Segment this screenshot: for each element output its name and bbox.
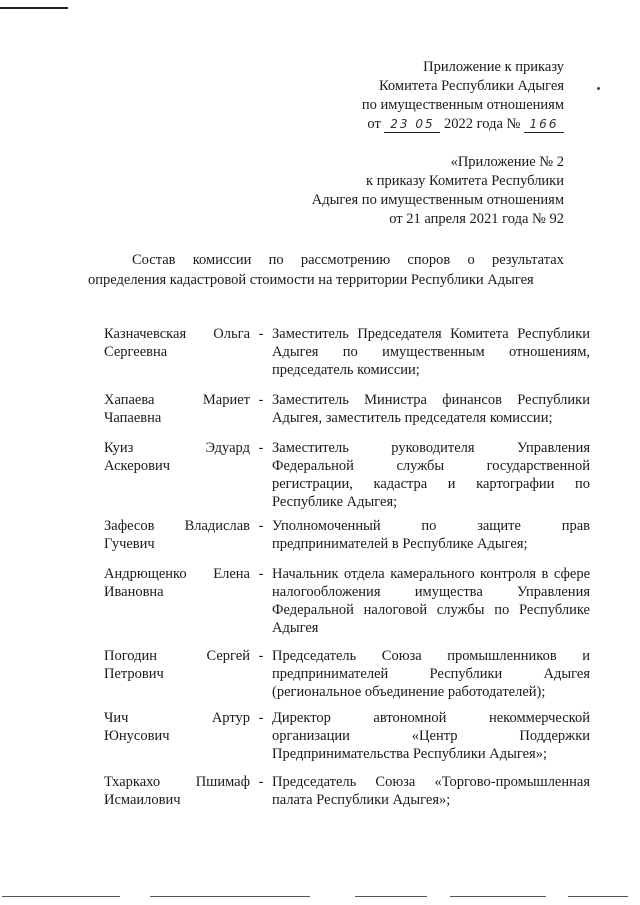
member-row xyxy=(104,773,590,809)
member-name xyxy=(104,709,250,763)
member-name xyxy=(104,647,250,701)
member-given-name: Елена xyxy=(213,566,250,582)
title-line-1 xyxy=(88,250,564,270)
header2-line: Адыгея по имущественным отношениям xyxy=(311,192,564,208)
member-dash: - xyxy=(258,440,264,456)
member-patronymic: Чапаевна xyxy=(104,410,162,426)
member-surname: Куиз xyxy=(104,440,134,456)
member-given-name: Владислав xyxy=(184,518,250,534)
edge-line xyxy=(355,896,427,897)
member-name xyxy=(104,773,250,809)
member-dash: - xyxy=(258,710,264,726)
appendix-header xyxy=(362,58,564,134)
order-prefix: от xyxy=(367,116,381,132)
edge-line xyxy=(568,896,628,897)
member-dash: - xyxy=(258,518,264,534)
order-line xyxy=(367,115,564,134)
header-line: по имущественным отношениям xyxy=(361,97,564,113)
member-name xyxy=(104,391,250,427)
member-surname: Чич xyxy=(104,710,129,726)
member-given-name: Ольга xyxy=(213,326,250,342)
member-surname: Зафесов xyxy=(104,518,155,534)
member-given-name: Эдуард xyxy=(205,440,250,456)
member-given-name: Мариет xyxy=(202,392,250,408)
edge-line xyxy=(2,896,120,897)
member-row xyxy=(104,517,590,553)
member-dash: - xyxy=(258,774,264,790)
member-row xyxy=(104,439,590,511)
header-line: Приложение к приказу xyxy=(423,59,564,75)
member-row xyxy=(104,391,590,427)
member-role: Начальник отдела камерального контроля в сфере налогообложения имущества Управления Федеральной налоговой службы по Республике Адыгея xyxy=(272,566,590,636)
scan-edge-lines xyxy=(0,896,640,902)
member-row xyxy=(104,325,590,379)
member-dash: - xyxy=(258,392,264,408)
member-patronymic: Аскерович xyxy=(104,458,171,474)
handwritten-order-number: 166 xyxy=(524,117,564,133)
title-word: споров xyxy=(407,252,451,268)
title-word: по xyxy=(268,252,284,268)
edge-line xyxy=(150,896,310,897)
member-surname: Хапаева xyxy=(104,392,155,408)
member-patronymic: Гучевич xyxy=(104,536,155,552)
member-surname: Погодин xyxy=(104,648,158,664)
member-patronymic: Петрович xyxy=(104,666,164,682)
header2-line: к приказу Комитета Республики xyxy=(366,173,564,189)
title-word: Состав xyxy=(132,252,176,268)
header2-line: от 21 апреля 2021 года № 92 xyxy=(389,211,564,227)
member-given-name: Сергей xyxy=(206,648,250,664)
member-role: Уполномоченный по защите прав предпринимателей в Республике Адыгея; xyxy=(272,518,590,552)
member-dash: - xyxy=(258,566,264,582)
member-name xyxy=(104,565,250,637)
member-row xyxy=(104,709,590,763)
member-name xyxy=(104,325,250,379)
document-title xyxy=(88,250,564,290)
member-name xyxy=(104,439,250,511)
header-line: Комитета Республики Адыгея xyxy=(378,78,564,94)
handwritten-order-date: 23 05 xyxy=(384,117,440,133)
member-role: Председатель Союза промышленников и предпринимателей Республики Адыгея (региональное объединение работодателей); xyxy=(272,648,590,700)
member-patronymic: Ивановна xyxy=(104,584,164,600)
speck-mark xyxy=(597,87,600,90)
referenced-appendix-header xyxy=(312,153,564,229)
member-dash: - xyxy=(258,648,264,664)
member-given-name: Артур xyxy=(211,710,250,726)
member-role: Заместитель Председателя Комитета Республики Адыгея по имущественным отношениям, председатель комиссии; xyxy=(272,326,590,378)
member-surname: Казначевская xyxy=(104,326,187,342)
member-row xyxy=(104,565,590,637)
top-rule xyxy=(0,7,68,9)
member-surname: Тхаркахо xyxy=(104,774,161,790)
header2-line: «Приложение № 2 xyxy=(450,154,564,170)
member-role: Председатель Союза «Торгово-промышленная палата Республики Адыгея»; xyxy=(272,774,590,808)
member-name xyxy=(104,517,250,553)
order-year-number-label: 2022 года № xyxy=(444,116,521,132)
member-patronymic: Юнусович xyxy=(104,728,170,744)
member-surname: Андрющенко xyxy=(104,566,187,582)
member-role: Заместитель Министра финансов Республики Адыгея, заместитель председателя комиссии; xyxy=(272,392,590,426)
title-word: комиссии xyxy=(192,252,252,268)
title-line-2: определения кадастровой стоимости на территории Республики Адыгея xyxy=(88,272,534,288)
title-word: рассмотрению xyxy=(300,252,391,268)
member-given-name: Пшимаф xyxy=(195,774,250,790)
member-role: Директор автономной некоммерческой организации «Центр Поддержки Предпринимательства Республики Адыгея»; xyxy=(272,710,590,762)
title-word: результатах xyxy=(491,252,564,268)
member-role: Заместитель руководителя Управления Федеральной службы государственной регистрации, кадастра и картографии по Республике Адыгея; xyxy=(272,440,590,510)
member-row xyxy=(104,647,590,701)
edge-line xyxy=(450,896,546,897)
member-dash: - xyxy=(258,326,264,342)
member-patronymic: Исмаилович xyxy=(104,792,181,808)
title-word: о xyxy=(467,252,475,268)
member-patronymic: Сергеевна xyxy=(104,344,168,360)
